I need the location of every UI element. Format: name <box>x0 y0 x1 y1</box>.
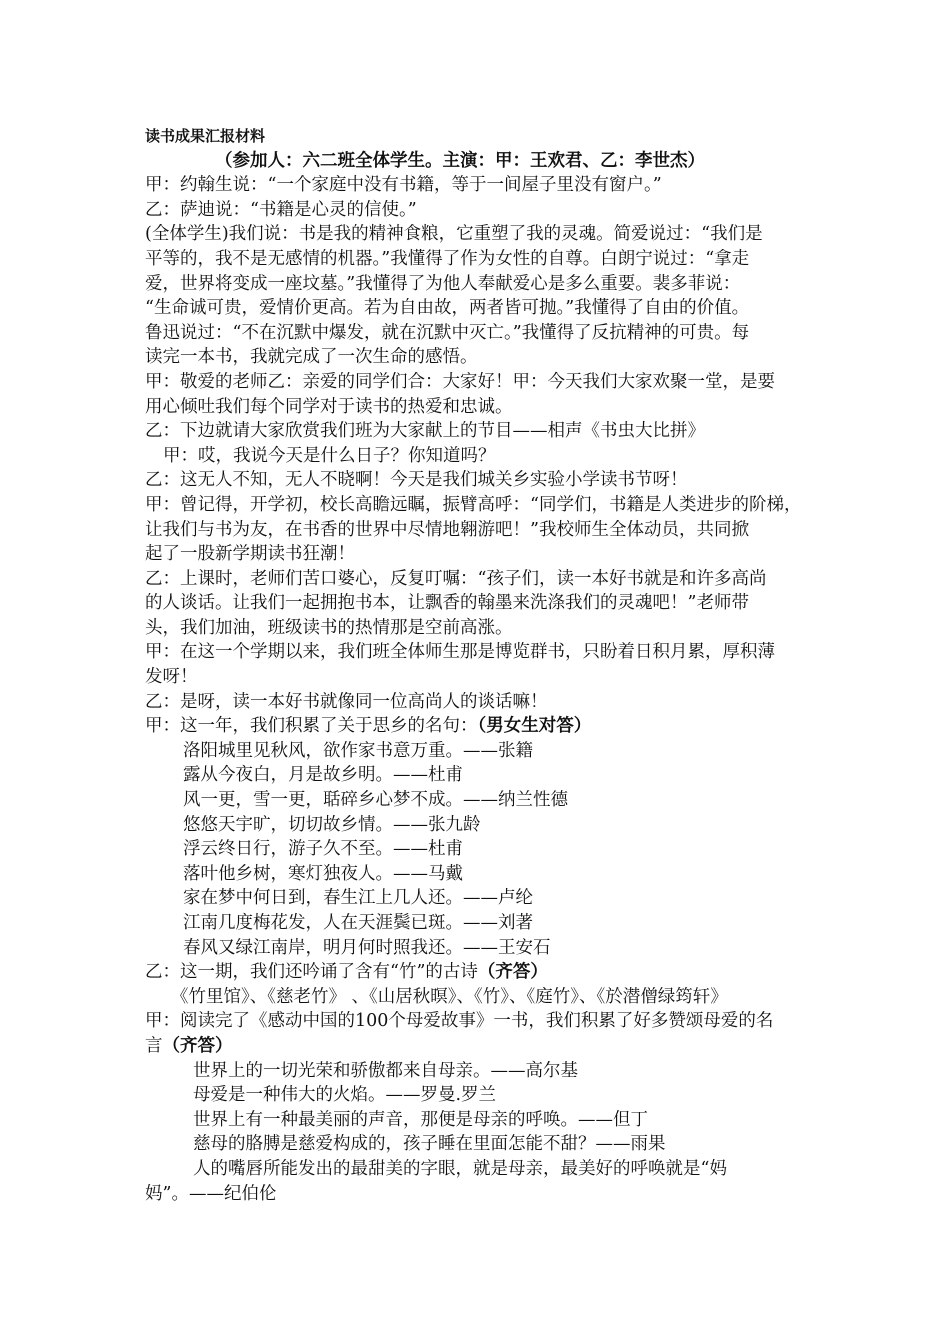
bold-cue: （齐答） <box>477 962 548 983</box>
text-line: (全体学生)我们说：书是我的精神食粮，它重塑了我的灵魂。简爱说过：“我们是 <box>145 224 763 245</box>
text-line: 甲：在这一个学期以来，我们班全体师生那是博览群书，只盼着日积月累，厚积薄 <box>145 642 775 663</box>
text-line <box>145 714 817 739</box>
text-line: 甲：阅读完了《感动中国的100个母爱故事》一书，我们积累了好多赞颂母爱的名 <box>145 1011 774 1032</box>
text-line: 《竹里馆》、《慈老竹》 、《山居秋暝》、《竹》、《庭竹》、《於潜僧绿筠轩》 <box>171 986 728 1007</box>
poem-line: 春风又绿江南岸，明月何时照我还。——王安石 <box>183 937 551 958</box>
quote-line: 人的嘴唇所能发出的最甜美的字眼，就是母亲，最美好的呼唤就是“妈 <box>193 1158 727 1179</box>
poem-line: 江南几度梅花发，人在天涯鬓已斑。——刘著 <box>183 913 533 933</box>
poem-line: 露从今夜白，月是故乡明。——杜甫 <box>183 765 463 786</box>
text-line: 乙：萨迪说：“书籍是心灵的信使。” <box>145 199 417 220</box>
quote-line: 母爱是一种伟大的火焰。——罗曼.罗兰 <box>193 1085 497 1106</box>
text-line: 爱，世界将变成一座坟墓。”我懂得了为他人奉献爱心是多么重要。裴多菲说： <box>145 273 741 294</box>
text-line: 用心倾吐我们每个同学对于读书的热爱和忠诚。 <box>145 396 513 417</box>
quote-line: 妈”。——纪伯伦 <box>145 1183 277 1204</box>
text-line: 甲：敬爱的老师乙：亲爱的同学们合：大家好！甲：今天我们大家欢聚一堂，是要 <box>145 371 775 392</box>
bold-cue: （男女生对答） <box>477 716 592 737</box>
quote-line: 世界上的一切光荣和骄傲都来自母亲。——高尔基 <box>193 1060 578 1081</box>
text-line: 平等的，我不是无感情的机器。”我懂得了作为女性的自尊。白朗宁说过：“拿走 <box>145 248 750 269</box>
text-line: 乙：这无人不知，无人不晓啊！今天是我们城关乡实验小学读书节呀！ <box>145 470 688 491</box>
text-span: 乙：这一期，我们还吟诵了含有“竹”的古诗 <box>145 962 478 983</box>
poem-line: 落叶他乡树，寒灯独夜人。——马戴 <box>183 863 463 884</box>
text-line: 让我们与书为友，在书香的世界中尽情地翱游吧！”我校师生全体动员，共同掀 <box>145 519 749 540</box>
participants-line: （参加人：六二班全体学生。主演：甲：王欢君、乙：李世杰） <box>215 150 705 171</box>
text-line: 乙：下边就请大家欣赏我们班为大家献上的节目——相声《书虫大比拼》 <box>145 421 705 442</box>
text-line: 甲：曾记得，开学初，校长高瞻远瞩，振臂高呼：“同学们，书籍是人类进步的阶梯， <box>145 494 802 515</box>
text-line: 起了一股新学期读书狂潮！ <box>145 544 355 565</box>
poem-line: 风一更，雪一更，聒碎乡心梦不成。——纳兰性德 <box>183 790 568 811</box>
text-line: 的人谈话。让我们一起拥抱书本，让飘香的翰墨来洗涤我们的灵魂吧！”老师带 <box>145 593 749 614</box>
bold-cue: （齐答） <box>162 1035 233 1056</box>
document-page <box>145 124 817 1206</box>
poem-line: 洛阳城里见秋风，欲作家书意万重。——张籍 <box>183 740 533 761</box>
text-line: 鲁迅说过：“不在沉默中爆发，就在沉默中灭亡。”我懂得了反抗精神的可贵。每 <box>145 322 750 343</box>
text-span: 言 <box>145 1035 163 1056</box>
text-line <box>145 1034 817 1059</box>
text-line: 发呀！ <box>145 667 198 688</box>
poem-line: 浮云终日行，游子久不至。——杜甫 <box>183 839 463 860</box>
text-line <box>145 960 817 985</box>
poem-line: 家在梦中何日到，春生江上几人还。——卢纶 <box>183 888 533 909</box>
quote-line: 世界上有一种最美丽的声音，那便是母亲的呼唤。——但丁 <box>193 1109 648 1130</box>
text-span: 甲：这一年，我们积累了关于思乡的名句： <box>145 716 478 737</box>
text-line: 头，我们加油，班级读书的热情那是空前高涨。 <box>145 617 513 638</box>
poem-line: 悠悠天宇旷，切切故乡情。——张九龄 <box>183 814 481 835</box>
text-line: “生命诚可贵，爱情价更高。若为自由故，两者皆可抛。”我懂得了自由的价值。 <box>145 298 750 319</box>
document-title: 读书成果汇报材料 <box>145 127 266 145</box>
text-line: 乙：上课时，老师们苦口婆心，反复叮嘱：“孩子们，读一本好书就是和许多高尚 <box>145 568 767 589</box>
text-line: 乙：是呀，读一本好书就像同一位高尚人的谈话嘛！ <box>145 691 548 712</box>
text-line: 甲：约翰生说：“一个家庭中没有书籍，等于一间屋子里没有窗户。” <box>145 175 662 196</box>
quote-line: 慈母的胳膊是慈爱构成的，孩子睡在里面怎能不甜？——雨果 <box>193 1134 666 1155</box>
text-line: 甲：哎，我说今天是什么日子？你知道吗？ <box>163 445 496 466</box>
text-line: 读完一本书，我就完成了一次生命的感悟。 <box>145 347 478 368</box>
